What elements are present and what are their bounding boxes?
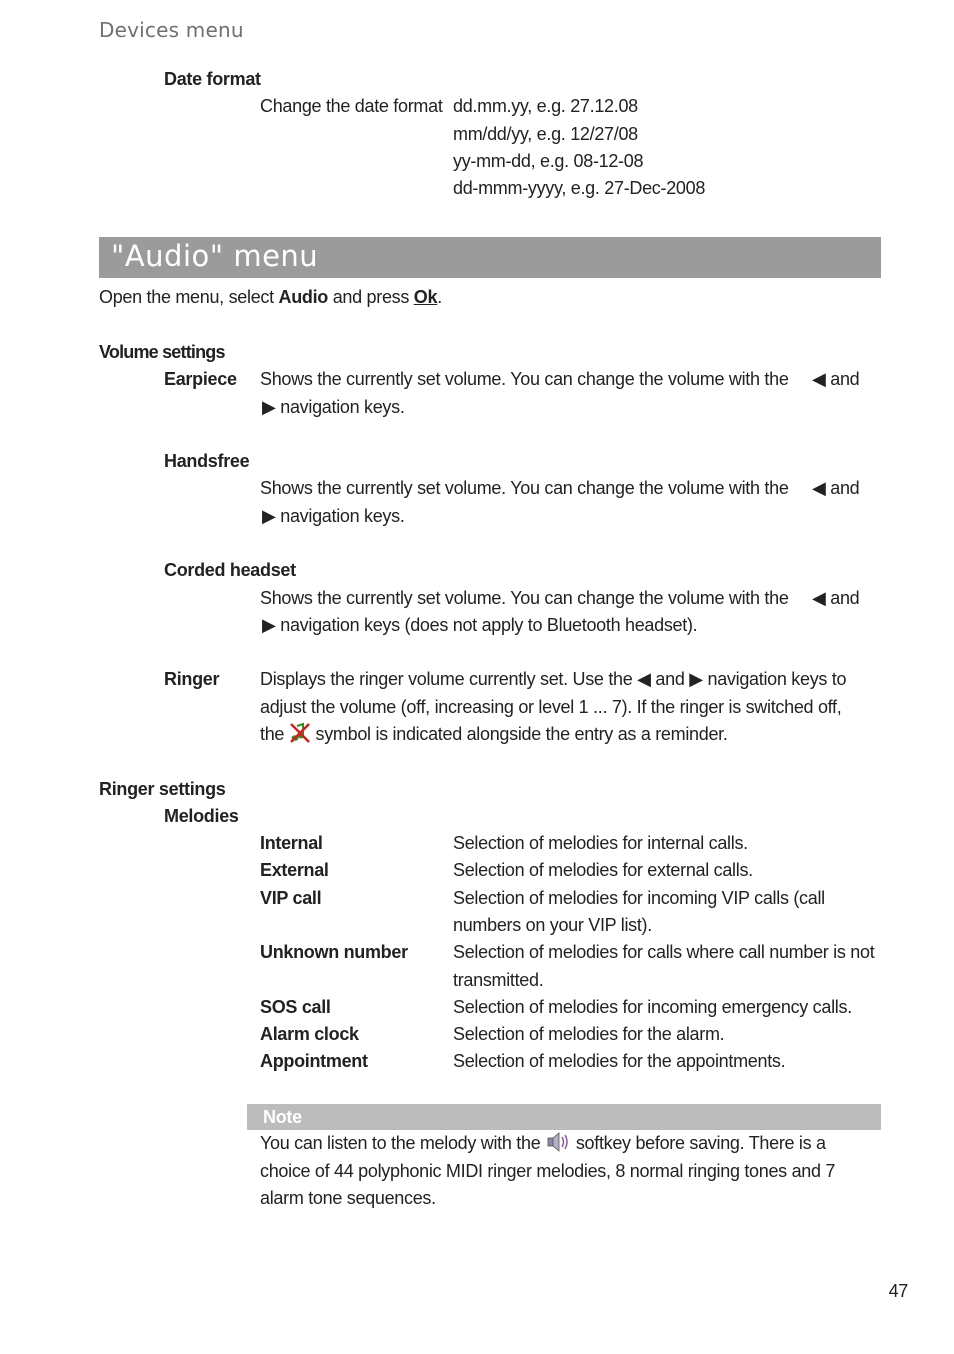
earpiece-and: and: [830, 369, 860, 389]
headset-desc-line2: [262, 612, 697, 639]
melody-row-label: Unknown number: [260, 942, 408, 962]
ringer-off-icon: [289, 722, 311, 752]
melody-row-desc: Selection of melodies for the alarm.: [453, 1024, 725, 1044]
melody-row-desc: Selection of melodies for incoming VIP calls (call: [453, 888, 825, 908]
melody-row-desc: Selection of melodies for incoming emergency calls.: [453, 997, 852, 1017]
earpiece-line2-text: navigation keys.: [280, 397, 405, 417]
date-format-option: mm/dd/yy, e.g. 12/27/08: [453, 124, 638, 144]
melody-row-desc: Selection of melodies for calls where call number is not: [453, 942, 875, 962]
note-line2: choice of 44 polyphonic MIDI ringer melodies, 8 normal ringing tones and 7: [260, 1161, 836, 1181]
earpiece-label: Earpiece: [164, 369, 237, 389]
handsfree-desc-line1: Shows the currently set volume. You can change the volume with the: [260, 478, 789, 498]
note-line1: [260, 1130, 826, 1161]
right-triangle-icon: ▶: [689, 669, 703, 689]
right-triangle-icon: ▶: [262, 615, 276, 635]
handsfree-keys: [812, 475, 859, 502]
melody-row-label: VIP call: [260, 888, 322, 908]
note-bar: [247, 1104, 881, 1130]
melody-row-label: SOS call: [260, 997, 331, 1017]
ringer-l1c: navigation keys to: [707, 669, 847, 689]
note-title: Note: [263, 1107, 302, 1127]
melody-row-desc-cont: transmitted.: [453, 970, 544, 990]
intro-menu-item: Audio: [278, 287, 329, 307]
date-format-heading: Date format: [164, 69, 261, 89]
left-triangle-icon: ◀: [812, 369, 826, 389]
right-triangle-icon: ▶: [262, 397, 276, 417]
melody-row-label: Appointment: [260, 1051, 368, 1071]
section-title: "Audio" menu: [111, 239, 319, 273]
intro-middle: and press: [328, 287, 414, 307]
running-head: Devices menu: [99, 18, 244, 42]
date-format-label: Change the date format: [260, 96, 443, 116]
intro-prefix: Open the menu, select: [99, 287, 279, 307]
handsfree-desc-line2: [262, 503, 405, 530]
date-format-option: dd-mmm-yyyy, e.g. 27-Dec-2008: [453, 178, 706, 198]
right-triangle-icon: ▶: [262, 506, 276, 526]
handsfree-label: Handsfree: [164, 451, 250, 471]
note-line3: alarm tone sequences.: [260, 1188, 436, 1208]
page-number: 47: [888, 1281, 908, 1301]
headset-and: and: [830, 588, 860, 608]
earpiece-keys: [812, 366, 859, 393]
ringer-desc-line3: [260, 721, 728, 752]
ringer-l3b: symbol is indicated alongside the entry as a reminder.: [315, 724, 728, 744]
ringer-desc-line2: adjust the volume (off, increasing or level 1 ... 7). If the ringer is switched off,: [260, 697, 842, 717]
intro-suffix: .: [437, 287, 442, 307]
earpiece-desc-line2: [262, 394, 405, 421]
headset-keys: [812, 585, 859, 612]
headset-desc-line1: Shows the currently set volume. You can change the volume with the: [260, 588, 789, 608]
date-format-option: yy-mm-dd, e.g. 08-12-08: [453, 151, 644, 171]
audio-intro: [99, 284, 442, 311]
left-triangle-icon: ◀: [637, 669, 651, 689]
melody-row-desc: Selection of melodies for the appointments.: [453, 1051, 786, 1071]
ringer-settings-heading: Ringer settings: [99, 779, 226, 799]
ringer-l3a: the: [260, 724, 285, 744]
melody-row-desc-cont: numbers on your VIP list).: [453, 915, 652, 935]
ringer-l1b: and: [655, 669, 685, 689]
headset-label: Corded headset: [164, 560, 296, 580]
left-triangle-icon: ◀: [812, 588, 826, 608]
intro-key: Ok: [413, 287, 438, 307]
left-triangle-icon: ◀: [812, 478, 826, 498]
melody-row-desc: Selection of melodies for external calls.: [453, 860, 753, 880]
ringer-desc-line1: [260, 666, 846, 693]
earpiece-desc-line1: Shows the currently set volume. You can change the volume with the: [260, 369, 789, 389]
melodies-label: Melodies: [164, 806, 239, 826]
handsfree-line2-text: navigation keys.: [280, 506, 405, 526]
melody-row-label: Alarm clock: [260, 1024, 359, 1044]
section-banner: [99, 237, 881, 278]
ringer-label: Ringer: [164, 669, 220, 689]
melody-row-label: Internal: [260, 833, 323, 853]
note-l1a: You can listen to the melody with the: [260, 1133, 541, 1153]
volume-settings-heading: Volume settings: [99, 342, 225, 362]
date-format-option: dd.mm.yy, e.g. 27.12.08: [453, 96, 638, 116]
melody-row-desc: Selection of melodies for internal calls.: [453, 833, 748, 853]
headset-line2-text: navigation keys (does not apply to Bluetooth headset).: [280, 615, 698, 635]
speaker-softkey-icon: [545, 1131, 571, 1161]
melody-row-label: External: [260, 860, 329, 880]
handsfree-and: and: [830, 478, 860, 498]
note-l1b: softkey before saving. There is a: [575, 1133, 826, 1153]
ringer-l1a: Displays the ringer volume currently set. Use the: [260, 669, 633, 689]
